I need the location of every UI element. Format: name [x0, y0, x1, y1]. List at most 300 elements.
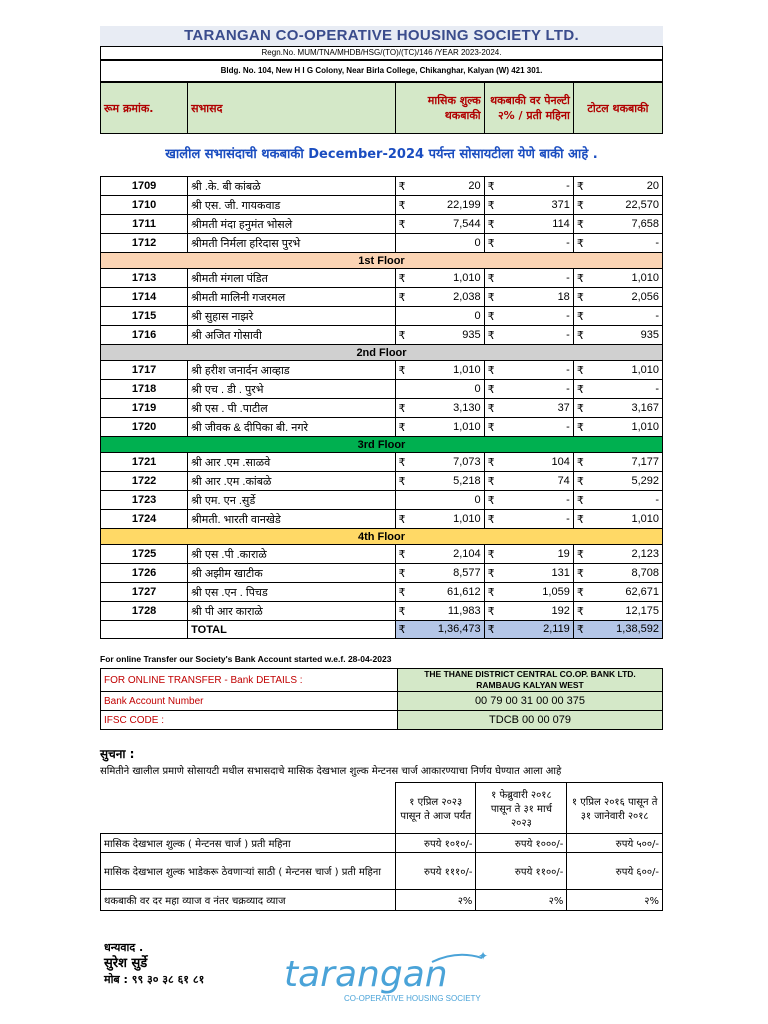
total-amount-cell: [573, 472, 662, 491]
floor-label: 1st Floor: [101, 253, 663, 269]
rupee-symbol: ₹: [487, 237, 495, 250]
floor-divider: [101, 437, 663, 453]
member-row: [101, 602, 663, 621]
rupee-symbol: ₹: [576, 310, 584, 323]
ifsc-label: IFSC CODE :: [101, 711, 398, 730]
room-number: 1726: [101, 564, 188, 583]
penalty-amount: 371: [551, 198, 570, 211]
rupee-symbol: ₹: [487, 605, 495, 618]
rupee-symbol: ₹: [398, 421, 406, 434]
member-name: श्री आर .एम .साळवे: [188, 453, 395, 472]
monthly-amount-cell: [395, 602, 484, 621]
member-name: श्रीमती मंदा हनुमंत भोसले: [188, 215, 395, 234]
monthly-amount: 0: [474, 494, 481, 506]
penalty-amount: -: [566, 236, 570, 249]
member-row: [101, 307, 663, 326]
online-transfer-note: For online Transfer our Society's Bank Account started w.e.f. 28-04-2023: [100, 654, 392, 664]
signature-block: [104, 940, 204, 988]
member-name: श्री अझीम खाटीक: [188, 564, 395, 583]
member-name: श्री एम. एन .सुर्डे: [188, 491, 395, 510]
col-monthly-dues: मासिक शुल्क थकबाकी: [395, 83, 484, 134]
rate-value: रुपये १०१०/-: [396, 834, 476, 853]
penalty-amount: 37: [557, 401, 570, 414]
rupee-symbol: ₹: [487, 567, 495, 580]
rupee-symbol: ₹: [487, 475, 495, 488]
penalty-amount-cell: [484, 583, 573, 602]
total-amount: 20: [646, 179, 659, 192]
total-amount: 2,123: [631, 547, 659, 560]
monthly-amount: 7,073: [453, 455, 481, 468]
total-amount-cell: [573, 380, 662, 399]
rupee-symbol: ₹: [398, 605, 406, 618]
rupee-symbol: ₹: [398, 586, 406, 599]
room-number: 1721: [101, 453, 188, 472]
rate-row-label: थकबाकी वर दर महा व्याज व नंतर चक्रव्याद व्याज: [101, 890, 396, 911]
member-row: [101, 177, 663, 196]
room-number: 1728: [101, 602, 188, 621]
total-amount: 935: [640, 328, 659, 341]
rate-value: रुपये ५००/-: [567, 834, 663, 853]
col-room: रूम क्रमांक.: [101, 83, 188, 134]
rupee-symbol: ₹: [576, 567, 584, 580]
monthly-amount-cell: [395, 472, 484, 491]
monthly-amount: 1,010: [453, 363, 481, 376]
room-number: 1714: [101, 288, 188, 307]
monthly-amount-cell: [395, 491, 484, 510]
monthly-amount: 1,010: [453, 420, 481, 433]
rupee-symbol: ₹: [576, 513, 584, 526]
bank-branch: RAMBAUG KALYAN WEST: [476, 680, 584, 690]
rates-col-header: १ एप्रिल २०१६ पासून ते ३१ जानेवारी २०१८: [567, 783, 663, 834]
total-amount: 12,175: [625, 604, 659, 617]
penalty-amount-cell: [484, 602, 573, 621]
col-member: सभासद: [188, 83, 395, 134]
rupee-symbol: ₹: [398, 218, 406, 231]
monthly-amount-cell: [395, 307, 484, 326]
monthly-amount: 2,038: [453, 290, 481, 303]
thanks-text: धन्यवाद .: [104, 941, 144, 954]
penalty-amount-cell: [484, 269, 573, 288]
penalty-amount: 74: [557, 474, 570, 487]
member-name: श्री एस. जी. गायकवाड: [188, 196, 395, 215]
rate-value: रुपये १११०/-: [396, 853, 476, 890]
member-name: श्रीमती निर्मला हरिदास पुरभे: [188, 234, 395, 253]
monthly-amount: 20: [468, 179, 481, 192]
floor-label: 3rd Floor: [101, 437, 663, 453]
rupee-symbol: ₹: [398, 199, 406, 212]
monthly-amount: 1,010: [453, 271, 481, 284]
member-name: श्री एस . पी .पाटील: [188, 399, 395, 418]
registration-number: Regn.No. MUM/TNA/MHDB/HSG/(TO)/(TC)/146 /YEAR 2023-2024.: [100, 46, 663, 60]
member-row: [101, 510, 663, 529]
rupee-symbol: ₹: [576, 272, 584, 285]
rupee-symbol: ₹: [398, 364, 406, 377]
total-amount-cell: [573, 510, 662, 529]
member-name: श्री आर .एम .कांबळे: [188, 472, 395, 491]
rupee-symbol: ₹: [487, 180, 495, 193]
penalty-amount-cell: [484, 196, 573, 215]
rupee-symbol: ₹: [576, 237, 584, 250]
monthly-amount: 11,983: [447, 604, 481, 617]
member-row: [101, 326, 663, 345]
total-penalty-amount: 2,119: [543, 623, 570, 635]
monthly-amount-cell: [395, 583, 484, 602]
total-amount: 2,056: [631, 290, 659, 303]
member-row: [101, 545, 663, 564]
rupee-symbol: ₹: [487, 199, 495, 212]
monthly-amount: 935: [462, 328, 481, 341]
rupee-symbol: ₹: [576, 548, 584, 561]
rupee-symbol: ₹: [487, 548, 495, 561]
total-amount-cell: [573, 269, 662, 288]
rupee-symbol: ₹: [487, 272, 495, 285]
rate-row-label: मासिक देखभाल शुल्क ( मेन्टनस चार्ज ) प्रती महिना: [101, 834, 396, 853]
member-name: श्रीमती. भारती वानखेडे: [188, 510, 395, 529]
total-amount: 1,010: [631, 512, 659, 525]
monthly-amount-cell: [395, 215, 484, 234]
society-title: TARANGAN CO-OPERATIVE HOUSING SOCIETY LTD.: [100, 26, 663, 46]
rupee-symbol: ₹: [576, 291, 584, 304]
rupee-symbol: ₹: [576, 421, 584, 434]
rupee-symbol: ₹: [487, 364, 495, 377]
monthly-amount-cell: [395, 418, 484, 437]
penalty-amount: -: [566, 271, 570, 284]
rupee-symbol: ₹: [576, 456, 584, 469]
total-label: TOTAL: [188, 621, 395, 639]
rupee-symbol: ₹: [576, 586, 584, 599]
bank-name-text: THE THANE DISTRICT CENTRAL CO.OP. BANK LTD.: [424, 669, 636, 679]
member-row: [101, 491, 663, 510]
member-row: [101, 288, 663, 307]
room-number: 1713: [101, 269, 188, 288]
member-name: श्रीमती मंगला पंडित: [188, 269, 395, 288]
penalty-amount: -: [566, 179, 570, 192]
member-row: [101, 583, 663, 602]
total-total-amount: 1,38,592: [616, 623, 659, 635]
penalty-amount: -: [566, 328, 570, 341]
monthly-amount-cell: [395, 196, 484, 215]
rate-value: रुपये ६००/-: [567, 853, 663, 890]
room-number: 1710: [101, 196, 188, 215]
rupee-symbol: ₹: [398, 180, 406, 193]
rupee-symbol: ₹: [487, 513, 495, 526]
bank-details-label: FOR ONLINE TRANSFER - Bank DETAILS :: [101, 669, 398, 692]
member-row: [101, 215, 663, 234]
total-amount-cell: [573, 453, 662, 472]
penalty-amount: 104: [551, 455, 570, 468]
society-address: Bldg. No. 104, New H I G Colony, Near Birla College, Chikanghar, Kalyan (W) 421 301.: [100, 60, 663, 82]
monthly-amount-cell: [395, 326, 484, 345]
rupee-symbol: ₹: [576, 605, 584, 618]
monthly-amount-cell: [395, 177, 484, 196]
account-number-value: 00 79 00 31 00 00 375: [398, 692, 663, 711]
total-amount-cell: [573, 307, 662, 326]
total-amount: 8,708: [631, 566, 659, 579]
monthly-amount: 2,104: [453, 547, 481, 560]
member-row: [101, 564, 663, 583]
rupee-symbol: ₹: [576, 402, 584, 415]
total-amount-cell: [573, 177, 662, 196]
member-name: श्री सुहास नाझरे: [188, 307, 395, 326]
penalty-amount: 114: [552, 217, 570, 230]
room-number: 1727: [101, 583, 188, 602]
total-amount-cell: [573, 361, 662, 380]
penalty-amount: -: [566, 493, 570, 506]
monthly-amount: 22,199: [447, 198, 481, 211]
room-number: 1711: [101, 215, 188, 234]
floor-divider: [101, 529, 663, 545]
total-amount: -: [655, 382, 659, 395]
monthly-amount: 7,544: [453, 217, 481, 230]
total-amount: 5,292: [631, 474, 659, 487]
rupee-symbol: ₹: [487, 494, 495, 507]
total-amount: 7,177: [631, 455, 659, 468]
rates-col-header: १ एप्रिल २०२३ पासून ते आज पर्यंत: [396, 783, 476, 834]
rupee-symbol: ₹: [398, 272, 406, 285]
dues-table: [100, 176, 663, 639]
member-row: [101, 234, 663, 253]
member-row: [101, 418, 663, 437]
member-name: श्री एच . डी . पुरभे: [188, 380, 395, 399]
rupee-symbol: ₹: [398, 329, 406, 342]
penalty-amount: 18: [557, 290, 570, 303]
member-row: [101, 399, 663, 418]
total-amount-cell: [573, 491, 662, 510]
penalty-amount-cell: [484, 399, 573, 418]
rupee-symbol: ₹: [398, 513, 406, 526]
rate-value: रुपये १०००/-: [476, 834, 567, 853]
penalty-amount-cell: [484, 510, 573, 529]
member-row: [101, 269, 663, 288]
rupee-symbol: ₹: [487, 624, 495, 636]
member-name: श्री एस .एन . पिचड: [188, 583, 395, 602]
room-number: 1715: [101, 307, 188, 326]
total-amount-cell: [573, 545, 662, 564]
monthly-amount: 61,612: [447, 585, 481, 598]
monthly-amount-cell: [395, 564, 484, 583]
floor-divider: [101, 345, 663, 361]
rupee-symbol: ₹: [398, 567, 406, 580]
rupee-symbol: ₹: [576, 475, 584, 488]
rupee-symbol: ₹: [487, 586, 495, 599]
rupee-symbol: ₹: [398, 548, 406, 561]
member-row: [101, 361, 663, 380]
total-amount-cell: [573, 602, 662, 621]
monthly-amount: 0: [474, 383, 481, 395]
rupee-symbol: ₹: [576, 494, 584, 507]
total-amount: 1,010: [631, 271, 659, 284]
total-row: [101, 621, 663, 639]
floor-label: 4th Floor: [101, 529, 663, 545]
total-amount-cell: [573, 418, 662, 437]
notice-heading: सुचना :: [100, 747, 135, 761]
member-name: श्री एस .पी .काराळे: [188, 545, 395, 564]
rupee-symbol: ₹: [576, 329, 584, 342]
rate-value: २%: [476, 890, 567, 911]
penalty-amount-cell: [484, 453, 573, 472]
member-row: [101, 196, 663, 215]
total-amount: 1,010: [631, 363, 659, 376]
penalty-amount: -: [566, 420, 570, 433]
dues-table-header: [100, 82, 663, 134]
rupee-symbol: ₹: [487, 310, 495, 323]
rupee-symbol: ₹: [487, 291, 495, 304]
logo-star-icon: ✦: [478, 949, 489, 963]
monthly-amount: 0: [474, 310, 481, 322]
rates-corner: [101, 783, 396, 834]
monthly-amount-cell: [395, 288, 484, 307]
rupee-symbol: ₹: [576, 180, 584, 193]
penalty-amount-cell: [484, 472, 573, 491]
total-amount-cell: [573, 215, 662, 234]
monthly-amount: 0: [474, 237, 481, 249]
monthly-amount-cell: [395, 453, 484, 472]
col-penalty: थकबाकी वर पेनल्टी २% / प्रती महिना: [484, 83, 573, 134]
penalty-amount: 1,059: [542, 585, 570, 598]
penalty-amount: -: [566, 382, 570, 395]
bank-name: [398, 669, 663, 692]
rupee-symbol: ₹: [487, 329, 495, 342]
monthly-amount-cell: [395, 269, 484, 288]
penalty-amount-cell: [484, 545, 573, 564]
member-name: श्री पी आर काराळे: [188, 602, 395, 621]
rupee-symbol: ₹: [398, 456, 406, 469]
total-amount: 3,167: [631, 401, 659, 414]
rate-value: २%: [567, 890, 663, 911]
total-amount: 22,570: [625, 198, 659, 211]
member-row: [101, 453, 663, 472]
penalty-amount-cell: [484, 234, 573, 253]
total-total-cell: [573, 621, 662, 639]
rates-col-header: १ फेब्रुवारी २०१८ पासून ते ३१ मार्च २०२३: [476, 783, 567, 834]
total-amount-cell: [573, 234, 662, 253]
rupee-symbol: ₹: [487, 421, 495, 434]
penalty-amount-cell: [484, 380, 573, 399]
monthly-amount-cell: [395, 399, 484, 418]
penalty-amount-cell: [484, 418, 573, 437]
logo-subtext: CO-OPERATIVE HOUSING SOCIETY: [344, 994, 481, 1003]
rupee-symbol: ₹: [487, 383, 495, 396]
penalty-amount-cell: [484, 288, 573, 307]
penalty-amount-cell: [484, 491, 573, 510]
rate-value: २%: [396, 890, 476, 911]
rupee-symbol: ₹: [576, 624, 584, 636]
tarangan-logo-graphic: [282, 948, 502, 1008]
rupee-symbol: ₹: [487, 456, 495, 469]
room-number: 1712: [101, 234, 188, 253]
room-number: 1717: [101, 361, 188, 380]
total-amount-cell: [573, 288, 662, 307]
member-name: श्री जीवक & दीपिका बी. नगरे: [188, 418, 395, 437]
total-amount: -: [655, 493, 659, 506]
penalty-amount: 192: [551, 604, 570, 617]
room-number: 1709: [101, 177, 188, 196]
member-row: [101, 380, 663, 399]
room-number: 1716: [101, 326, 188, 345]
rupee-symbol: ₹: [398, 624, 406, 636]
total-amount: 62,671: [625, 585, 659, 598]
room-number: 1725: [101, 545, 188, 564]
penalty-amount-cell: [484, 215, 573, 234]
notice-text: समितीने खालील प्रमाणे सोसायटी मधील सभासदाचे मासिक देखभाल शुल्क मेन्टनस चार्ज आकारण्याचा निर्णय घेण्यात आला आहे: [100, 766, 562, 777]
rupee-symbol: ₹: [576, 218, 584, 231]
rupee-symbol: ₹: [576, 199, 584, 212]
monthly-amount-cell: [395, 234, 484, 253]
monthly-amount: 8,577: [453, 566, 481, 579]
col-total-dues: टोटल थकबाकी: [573, 83, 662, 134]
dues-subtitle: खालील सभासंदाची थकबाकी December-2024 पर्यन्त सोसायटीला येणे बाकी आहे .: [165, 147, 598, 162]
logo-wordmark: tarangan: [284, 954, 448, 995]
penalty-amount: -: [566, 512, 570, 525]
total-amount-cell: [573, 196, 662, 215]
bank-details-table: [100, 668, 663, 730]
total-amount: -: [655, 309, 659, 322]
penalty-amount-cell: [484, 361, 573, 380]
rupee-symbol: ₹: [398, 402, 406, 415]
penalty-amount-cell: [484, 326, 573, 345]
rupee-symbol: ₹: [576, 383, 584, 396]
tarangan-logo: [282, 948, 502, 1008]
penalty-amount-cell: [484, 177, 573, 196]
monthly-amount: 1,010: [453, 512, 481, 525]
penalty-amount: -: [566, 363, 570, 376]
rate-value: रुपये ११००/-: [476, 853, 567, 890]
room-number: 1724: [101, 510, 188, 529]
monthly-amount-cell: [395, 361, 484, 380]
room-number: 1722: [101, 472, 188, 491]
monthly-amount: 3,130: [453, 401, 481, 414]
mobile-number: मोब : ९९ ३० ३८ ६१ ८१: [104, 973, 205, 986]
member-name: श्री हरीश जनार्दन आव्हाड: [188, 361, 395, 380]
member-name: श्री अजित गोसावी: [188, 326, 395, 345]
monthly-amount-cell: [395, 510, 484, 529]
rupee-symbol: ₹: [398, 291, 406, 304]
maintenance-rates-table: [100, 782, 663, 911]
account-number-label: Bank Account Number: [101, 692, 398, 711]
member-row: [101, 472, 663, 491]
room-number: 1719: [101, 399, 188, 418]
signatory-name: सुरेश सुर्डे: [104, 956, 148, 971]
room-number: 1718: [101, 380, 188, 399]
rupee-symbol: ₹: [487, 218, 495, 231]
penalty-amount-cell: [484, 307, 573, 326]
monthly-amount-cell: [395, 545, 484, 564]
penalty-amount: 19: [557, 547, 570, 560]
total-amount-cell: [573, 583, 662, 602]
penalty-amount: -: [566, 309, 570, 322]
penalty-amount: 131: [551, 566, 570, 579]
floor-divider: [101, 253, 663, 269]
total-monthly-amount: 1,36,473: [437, 623, 481, 635]
total-penalty-cell: [484, 621, 573, 639]
ifsc-value: TDCB 00 00 079: [398, 711, 663, 730]
penalty-amount-cell: [484, 564, 573, 583]
rupee-symbol: ₹: [398, 475, 406, 488]
total-amount: -: [655, 236, 659, 249]
rate-row-label: मासिक देखभाल शुल्क भाडेकरू ठेवणाऱ्यां साठी ( मेन्टनस चार्ज ) प्रती महिना: [101, 853, 396, 890]
total-amount: 1,010: [631, 420, 659, 433]
total-spacer: [101, 621, 188, 639]
rupee-symbol: ₹: [487, 402, 495, 415]
floor-label: 2nd Floor: [101, 345, 663, 361]
room-number: 1723: [101, 491, 188, 510]
monthly-amount-cell: [395, 380, 484, 399]
total-monthly-cell: [395, 621, 484, 639]
total-amount-cell: [573, 399, 662, 418]
room-number: 1720: [101, 418, 188, 437]
total-amount: 7,658: [631, 217, 659, 230]
total-amount-cell: [573, 564, 662, 583]
